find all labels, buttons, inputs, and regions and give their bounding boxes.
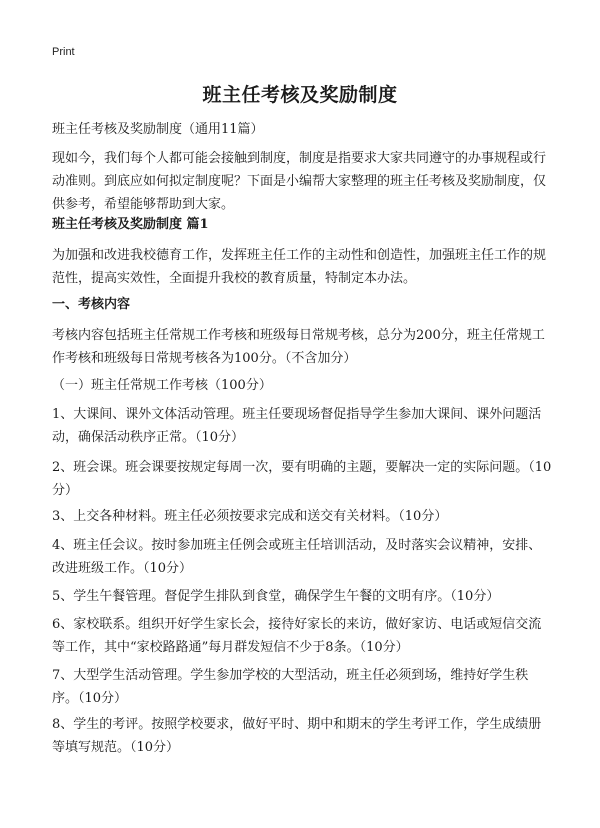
list-item: 8、学生的考评。按照学校要求，做好平时、期中和期末的学生考评工作，学生成绩册等填写规范。（10分） (52, 717, 542, 755)
section-intro-paragraph: 为加强和改进我校德育工作，发挥班主任工作的主动性和创造性，加强班主任工作的规范性，提高实效性，全面提升我校的教育质量，特制定本办法。 (52, 248, 547, 286)
part-heading: 一、考核内容 (52, 297, 131, 312)
list-item: 7、大型学生活动管理。学生参加学校的大型活动，班主任必须到场，维持好学生秩序。（10分） (52, 668, 529, 706)
list-item: 3、上交各种材料。班主任必须按要求完成和送交有关材料。（10分） (52, 509, 448, 524)
sub-heading: （一）班主任常规工作考核（100分） (52, 378, 272, 393)
list-item: 2、班会课。班会课要按规定每周一次，要有明确的主题，要解决一定的实际问题。（10分） (52, 460, 552, 498)
list-item: 5、学生午餐管理。督促学生排队到食堂，确保学生午餐的文明有序。（10分） (52, 589, 500, 604)
document-subtitle: 班主任考核及奖励制度（通用11篇） (52, 122, 264, 137)
intro-paragraph: 现如今，我们每个人都可能会接触到制度，制度是指要求大家共同遵守的办事规程或行动准则。到底应如何拟定制度呢？下面是小编帮大家整理的班主任考核及奖励制度，仅供参考，希望能够帮助到大家。 (52, 151, 547, 212)
list-item: 1、大课间、课外文体活动管理。班主任要现场督促指导学生参加大课间、课外问题活动，确保活动秩序正常。（10分） (52, 407, 542, 445)
part-intro-paragraph: 考核内容包括班主任常规工作考核和班级每日常规考核，总分为200分，班主任常规工作考核和班级每日常规考核各为100分。（不含加分） (52, 328, 545, 366)
section-heading: 班主任考核及奖励制度 篇1 (52, 217, 209, 232)
list-item: 4、班主任会议。按时参加班主任例会或班主任培训活动，及时落实会议精神，安排、改进班级工作。（10分） (52, 538, 542, 576)
page-title: 班主任考核及奖励制度 (202, 84, 398, 106)
print-link[interactable]: Print (52, 46, 75, 58)
list-item: 6、家校联系。组织开好学生家长会，接待好家长的来访，做好家访、电话或短信交流等工作，其中“家校路路通”每月群发短信不少于8条。（10分） (52, 617, 542, 655)
